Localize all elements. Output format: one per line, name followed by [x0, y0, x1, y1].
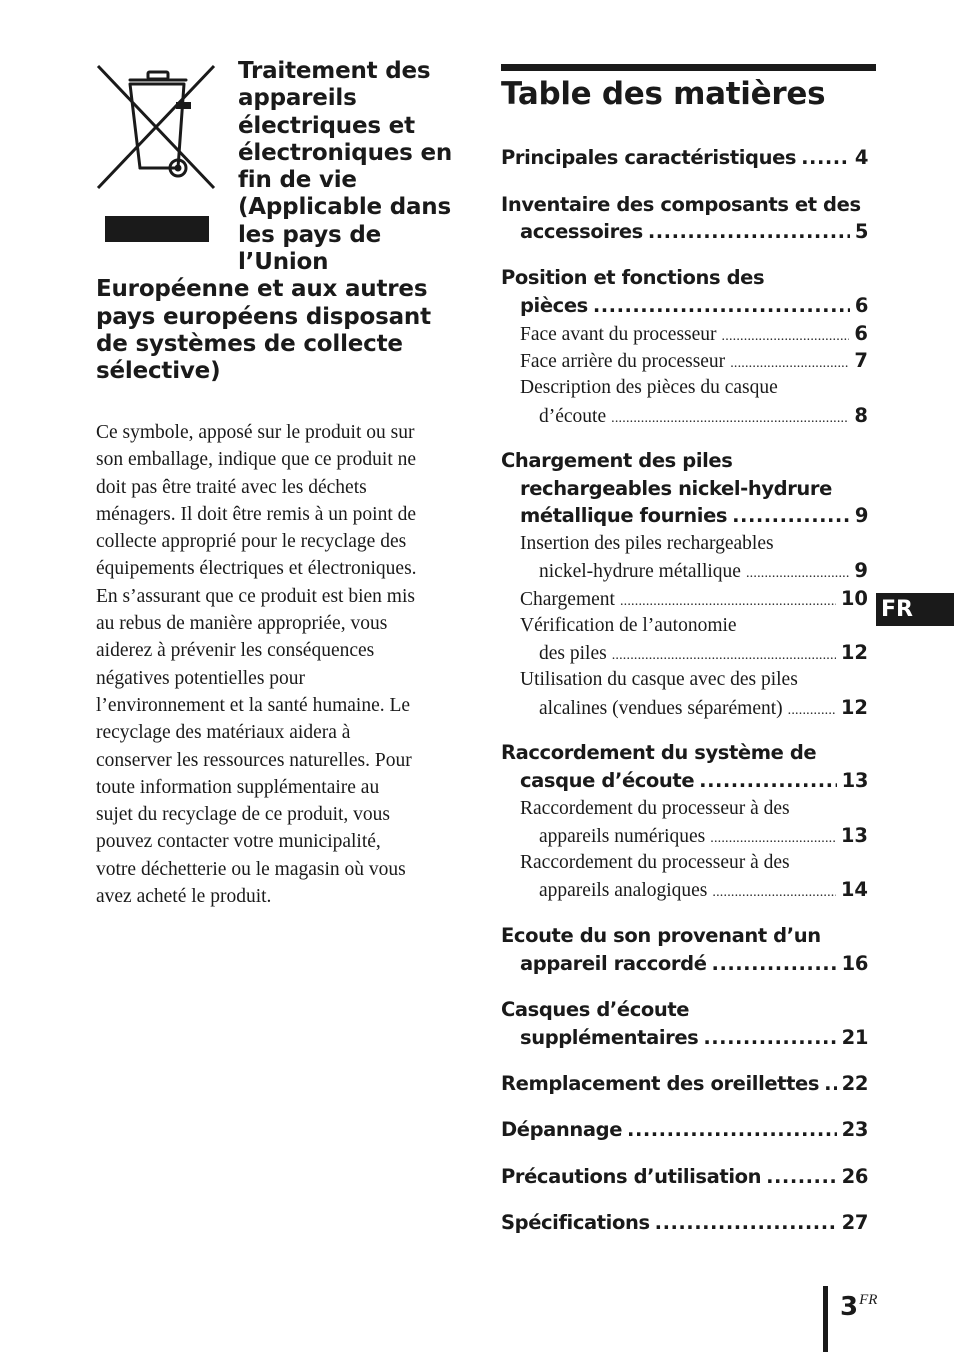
weee-heading-line: électriques et — [238, 112, 415, 139]
weee-body-line: pouvez contacter votre municipalité, — [96, 831, 381, 853]
toc-dot-leader — [648, 218, 850, 246]
weee-heading-line: (Applicable dans — [238, 194, 451, 221]
toc-entry-title: Utilisation du casque avec des piles — [520, 669, 798, 690]
toc-entry[interactable] — [520, 475, 868, 503]
toc-entry[interactable] — [520, 218, 868, 246]
toc-dot-leader — [699, 767, 837, 795]
toc-entry[interactable] — [539, 557, 868, 585]
toc-entry-title: accessoires — [520, 220, 643, 243]
toc-page-number: 22 — [841, 1072, 868, 1095]
toc-entry-title: Casques d’écoute — [501, 998, 690, 1021]
weee-body-line: votre déchetterie ou le magasin où vous — [96, 858, 406, 880]
toc-entry-title: Inventaire des composants et des — [501, 193, 861, 216]
toc-entry-title: supplémentaires — [520, 1026, 699, 1049]
weee-body-line: avez acheté le produit. — [96, 886, 272, 908]
weee-heading-line: appareils — [238, 85, 357, 112]
toc-dot-leader — [627, 1116, 837, 1144]
toc-dot-leader — [824, 1070, 837, 1098]
toc-entry[interactable] — [520, 502, 868, 530]
toc-page-number: 13 — [840, 824, 868, 847]
toc-entry-title: Insertion des piles rechargeables — [520, 533, 774, 554]
toc-dot-leader — [801, 144, 850, 172]
toc-entry-title: nickel-hydrure métallique — [539, 561, 741, 582]
weee-body-line: aiderez à prévenir les conséquences — [96, 640, 375, 662]
toc-entry-title: pièces — [520, 294, 588, 317]
toc-dot-leader — [712, 879, 835, 907]
toc-dot-leader — [703, 1024, 836, 1052]
toc-dot-leader — [611, 405, 849, 433]
toc-dot-leader — [788, 697, 836, 725]
toc-entry[interactable] — [501, 191, 868, 219]
toc-page-number: 16 — [841, 952, 868, 975]
toc-entry-title: rechargeables nickel-hydrure — [520, 477, 832, 500]
toc-page-number: 13 — [841, 769, 868, 792]
page-number-rule — [823, 1286, 828, 1352]
toc-entry-title: Description des pièces du casque — [520, 377, 778, 398]
toc-page-number: 27 — [841, 1211, 868, 1234]
weee-body-line: collecte approprié pour le recyclage des — [96, 531, 407, 553]
toc-entry-title: Position et fonctions des — [501, 266, 765, 289]
toc-entry[interactable] — [520, 795, 868, 823]
toc-page-number: 12 — [840, 641, 868, 664]
toc-entry-title: d’écoute — [539, 406, 607, 427]
toc-entry-title: Chargement des piles — [501, 449, 733, 472]
toc-entry[interactable] — [501, 144, 868, 172]
weee-heading-line: les pays de — [238, 221, 382, 248]
toc-entry[interactable] — [520, 849, 868, 877]
weee-body-line: conserver les ressources naturelles. Pour — [96, 749, 412, 771]
toc-entry[interactable] — [501, 1070, 868, 1098]
toc-title: Table des matières — [501, 76, 826, 112]
toc-entry[interactable] — [520, 292, 868, 320]
toc-dot-leader — [732, 502, 850, 530]
toc-entry-title: appareils analogiques — [539, 880, 708, 901]
weee-body-line: au rebus de manière appropriée, vous — [96, 613, 388, 635]
toc-dot-leader — [593, 292, 850, 320]
toc-page-number: 7 — [854, 349, 868, 372]
toc-entry-title: métallique fournies — [520, 504, 728, 527]
toc-dot-leader — [746, 560, 849, 588]
weee-heading-line: l’Union — [238, 249, 329, 276]
toc-page-number: 14 — [840, 878, 868, 901]
toc-page-number: 5 — [854, 220, 868, 243]
toc-entry-title: alcalines (vendues séparément) — [539, 698, 783, 719]
toc-entry[interactable] — [539, 402, 868, 430]
weee-body-line: Ce symbole, apposé sur le produit ou sur — [96, 422, 415, 443]
toc-entry-title: Spécifications — [501, 1211, 650, 1234]
weee-body-line: En s’assurant que ce produit est bien mis — [96, 585, 415, 607]
toc-entry[interactable] — [520, 530, 868, 558]
toc-entry-title: appareil raccordé — [520, 952, 707, 975]
toc-page-number: 9 — [854, 559, 868, 582]
weee-heading-line: sélective) — [96, 358, 221, 385]
weee-heading — [96, 58, 476, 386]
toc-page-number: 8 — [854, 404, 868, 427]
toc-page-number: 21 — [841, 1026, 868, 1049]
toc-page-number: 12 — [840, 696, 868, 719]
toc-entry-title: Ecoute du son provenant d’un — [501, 924, 821, 947]
language-tab: FR — [876, 593, 954, 626]
weee-body-text — [96, 419, 476, 910]
toc-page-number: 9 — [854, 504, 868, 527]
toc-entry-title: appareils numériques — [539, 826, 706, 847]
weee-heading-line: de systèmes de collecte — [96, 330, 403, 357]
page-number — [840, 1280, 877, 1330]
weee-body-line: toute information supplémentaire au — [96, 776, 380, 798]
page-number-value: 3 — [840, 1292, 859, 1322]
toc-entry-title: Face avant du processeur — [520, 324, 717, 345]
weee-body-line: recyclage des matériaux aidera à — [96, 722, 351, 744]
weee-body-line: ménagers. Il doit être remis à un point de — [96, 503, 417, 525]
toc-entry[interactable] — [539, 876, 868, 904]
toc-dot-leader — [766, 1163, 837, 1191]
toc-page-number: 26 — [841, 1165, 868, 1188]
toc-entry-title: Raccordement du processeur à des — [520, 798, 790, 819]
toc-entry[interactable] — [520, 320, 868, 348]
toc-page-number: 10 — [840, 587, 868, 610]
toc-entry[interactable] — [520, 374, 868, 402]
toc-entry-title: Vérification de l’autonomie — [520, 615, 737, 636]
toc-entry-title: Chargement — [520, 589, 615, 610]
weee-heading-line: électroniques en — [238, 139, 453, 166]
toc-entry-title: casque d’écoute — [520, 769, 695, 792]
toc-entry[interactable] — [501, 996, 868, 1024]
weee-body-line: l’environnement et la santé humaine. Le — [96, 694, 411, 716]
weee-heading-line: fin de vie — [238, 167, 357, 194]
toc-entry[interactable] — [501, 1209, 868, 1237]
toc-entry[interactable] — [520, 612, 868, 640]
toc-entry[interactable] — [539, 694, 868, 722]
weee-heading-line: pays européens disposant — [96, 303, 431, 330]
toc-entry-title: Principales caractéristiques — [501, 146, 797, 169]
toc-dot-leader — [712, 950, 837, 978]
toc-entry-title: Précautions d’utilisation — [501, 1165, 762, 1188]
toc-entry[interactable] — [520, 666, 868, 694]
toc-entry[interactable] — [501, 264, 868, 292]
toc-entry-title: des piles — [539, 643, 607, 664]
toc-entry[interactable] — [520, 767, 868, 795]
toc-entry-title: Remplacement des oreillettes — [501, 1072, 820, 1095]
toc-entry[interactable] — [520, 950, 868, 978]
toc-page-number: 23 — [841, 1118, 868, 1141]
weee-body-line: équipements électriques et électroniques. — [96, 558, 417, 580]
toc-page-number: 6 — [854, 294, 868, 317]
toc-entry[interactable] — [520, 1024, 868, 1052]
toc-entry[interactable] — [520, 347, 868, 375]
weee-body-line: sujet du recyclage de ce produit, vous — [96, 804, 391, 826]
weee-body-line: son emballage, indique que ce produit ne — [96, 449, 417, 471]
toc-entry[interactable] — [501, 739, 868, 767]
weee-body-line: négatives potentielles pour — [96, 667, 306, 689]
toc-page-number: 6 — [854, 322, 868, 345]
toc-entry[interactable] — [539, 639, 868, 667]
toc-dot-leader — [655, 1209, 837, 1237]
toc-entry[interactable] — [501, 1163, 868, 1191]
weee-body-line: doit pas être traité avec les déchets — [96, 476, 367, 498]
toc-entry[interactable] — [520, 585, 868, 613]
toc-page-number: 4 — [854, 146, 868, 169]
toc-entry[interactable] — [501, 447, 868, 475]
toc-entry[interactable] — [501, 922, 868, 950]
toc-entry[interactable] — [539, 822, 868, 850]
toc-entry-title: Raccordement du processeur à des — [520, 852, 790, 873]
toc-entry-title: Raccordement du système de — [501, 741, 817, 764]
title-rule — [501, 64, 876, 71]
page-number-suffix: FR — [859, 1292, 878, 1308]
toc-entry-title: Dépannage — [501, 1118, 623, 1141]
toc-entry[interactable] — [501, 1116, 868, 1144]
toc-entry-title: Face arrière du processeur — [520, 351, 726, 372]
weee-heading-line: Traitement des — [238, 58, 431, 84]
weee-heading-line: Européenne et aux autres — [96, 276, 428, 303]
